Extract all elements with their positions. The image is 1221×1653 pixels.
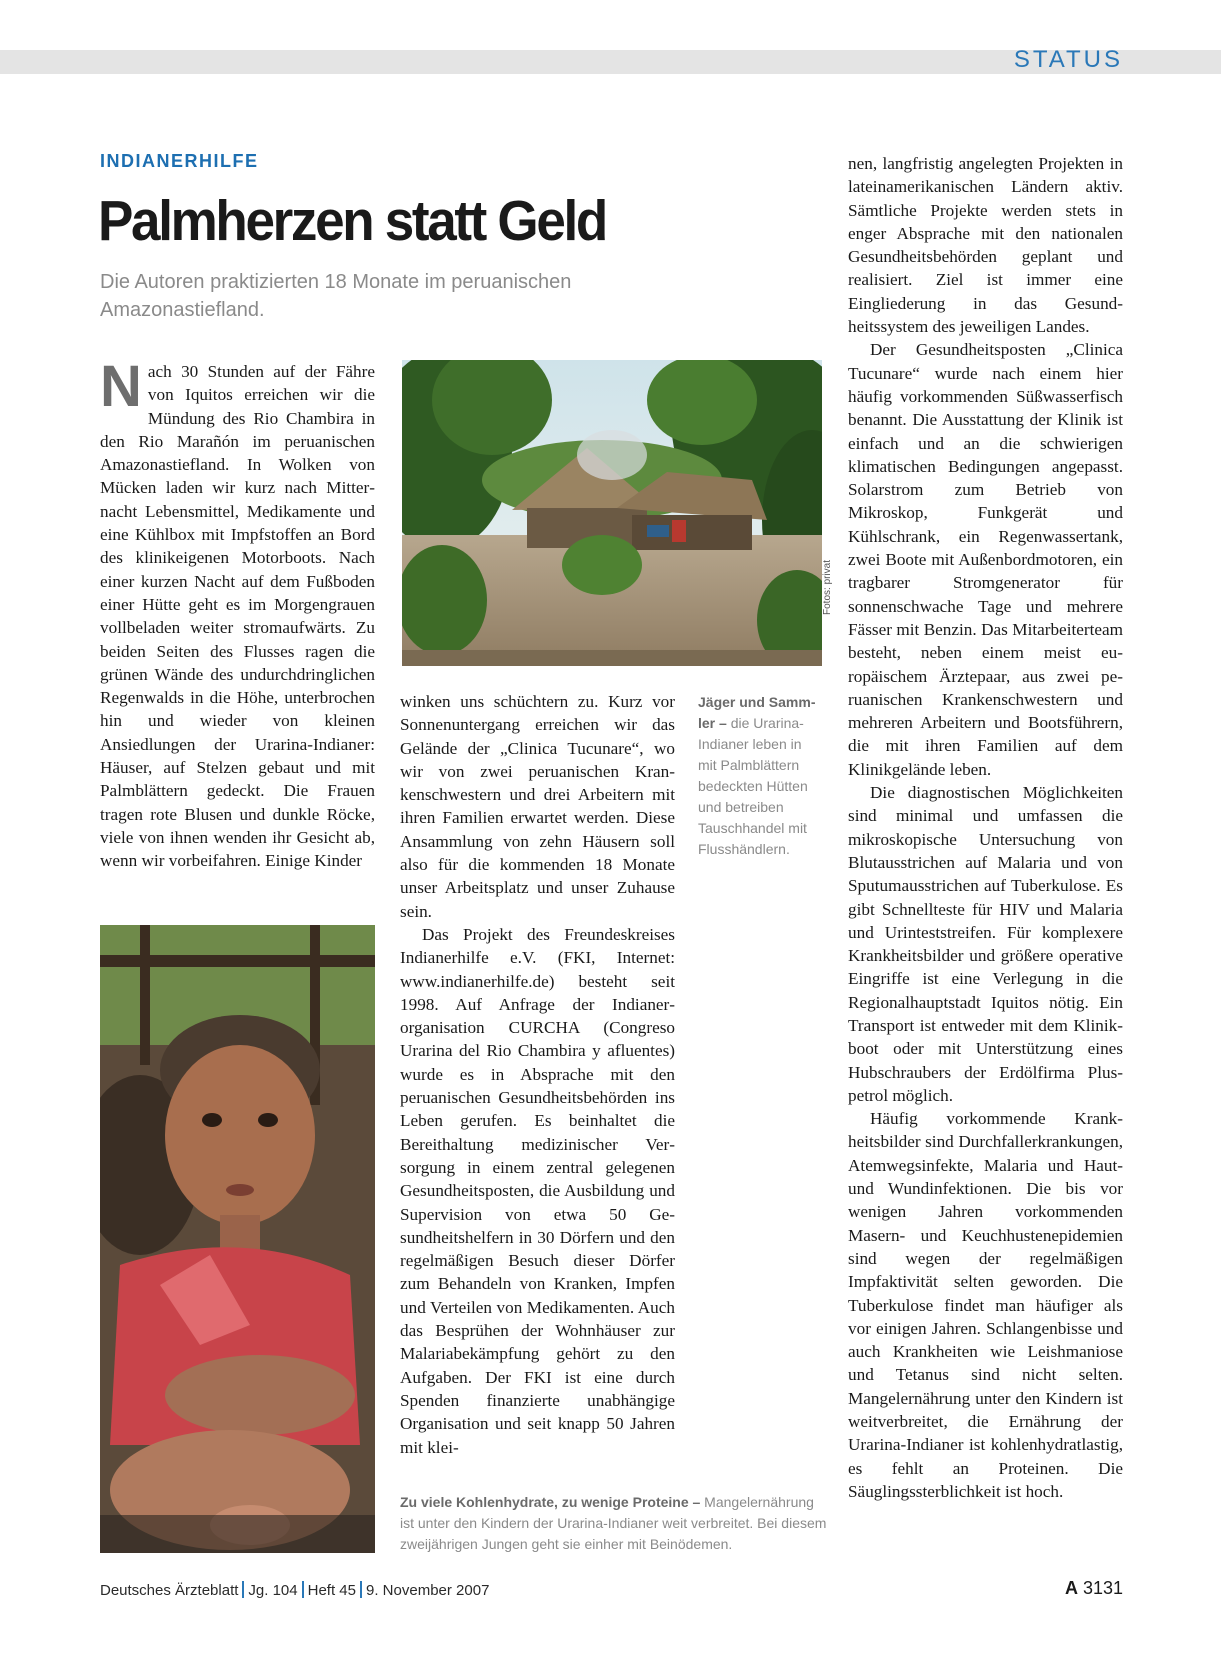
paragraph: Der Gesundheitsposten „Clinica Tucunare“ wurde nach einem hier häufig vorkommenden Süßwasserfisch benannt. Die Ausstattung der Klinik ist einfach und an die schwierigen klimatischen Bedingungen angepasst. Solarstrom zum Betrieb von Mikroskop, Funkgerät und Kühlschrank, ein Regenwassertank, zwei Boote mit Außenbordmotoren, ein tragbarer Stromgenerator für sonnenschwache Tage und mehrere Fässer mit Benzin. Das Mitarbeiterteam besteht, neben einem meist europäischem Ärztepaar, aus zwei peruanischen Krankenschwestern und mehreren Arbeitern und Bootsführern, die mit ihren Familien auf dem Klinikgelände leben. [848, 340, 1123, 779]
paragraph: nen, langfristig angelegten Projekten in lateinamerikanischen Ländern aktiv. Sämtliche Projekte werden stets in enger Absprache mit den nationalen Gesundheitsbehörden geplant und realisiert. Ziel ist immer eine Eingliederung in das Gesundheitssystem des jeweiligen Landes. [848, 154, 1123, 337]
text-column-2 [400, 690, 675, 1459]
child-portrait-image [100, 925, 375, 1553]
photo-credit: Fotos: privat [822, 559, 833, 615]
caption-lead: Jäger und Sammler – [698, 694, 816, 731]
paragraph: winken uns schüchtern zu. Kurz vor Sonnenuntergang erreichen wir das Gelände der „Clinica Tucunare“, wo wir von zwei peruanischen Krankenschwestern und drei Arbeitern mit ihren Familien erwartet werden. Diese Ansammlung von zehn Häusern soll also für die kommenden 18 Monate unser Arbeitsplatz und unser Zuhause sein. [400, 692, 675, 921]
paragraph-text: ach 30 Stunden auf der Fähre von Iquitos erreichen wir die Mündung des Rio Chambira in den Rio Marañón im peruanischen Amazonastiefland. In Wolken von Mücken laden wir kurz nach Mitternacht Lebensmittel, Medikamente und eine Kühlbox mit Impfstoffen an Bord des klinikeigenen Motorboots. Nach einer kurzen Nacht auf dem Fußboden einer Hütte geht es im Morgengrauen vollbeladen weiter stromaufwärts. Zu beiden Seiten des Flusses ragen die grünen Wände des undurchdringlichen Regenwalds in die Höhe, unterbrochen hin und wieder von kleinen Ansiedlungen der Urarina-Indianer: Häuser, auf Stelzen gebaut und mit Palmblättern gedeckt. Die Frauen tragen rote Blusen und dunkle Röcke, viele von ihnen wenden ihr Gesicht ab, wenn wir vorbeifahren. Einige Kinder [100, 362, 375, 871]
journal-name: Deutsches Ärzteblatt [100, 1582, 239, 1599]
section-label: STATUS [1013, 46, 1123, 73]
page-prefix: A [1064, 1578, 1078, 1598]
village-huts-image [402, 360, 822, 666]
page-number-value: 3131 [1082, 1578, 1123, 1598]
article-title: Palmherzen statt Geld [98, 189, 606, 253]
paragraph: Häufig vorkommende Krankheitsbilder sind Durchfallerkrankungen, Atemwegsinfekte, Malaria und Haut- und Wundinfektionen. Die bis vor wenigen Jahren vorkommenden Masern- und Keuchhustenepidemien sind wegen der regelmäßigen Impfaktivität selten geworden. Die Tuberkulose findet man häufiger als vor einigen Jahren. Schlangenbisse und auch Krankheiten wie Leishmaniose und Tetanus sind nicht selten. Mangelernährung unter den Kindern ist weitverbreitet, die Ernährung der Urarina-Indianer ist kohlenhydratlastig, es fehlt an Proteinen. Die Säuglingssterblichkeit ist hoch. [848, 1109, 1123, 1501]
page-number [1065, 1578, 1123, 1599]
text-column-3 [848, 152, 1123, 1503]
drop-cap: N [100, 354, 142, 419]
paragraph: Das Projekt des Freundeskreises Indianerhilfe e.V. (FKI, Internet: www.indianerhilfe.de) besteht seit 1998. Auf Anfrage der Indianerorganisation CURCHA (Congreso Urarina del Rio Chambira y afluentes) wurde es in Absprache mit den peruanischen Gesundheitsbehörden ins Leben gerufen. Es beinhaltet die Bereithaltung medizinischer Versorgung in einem zentral gelegenen Gesundheitsposten, die Ausbildung und Supervision von etwa 50 Gesundheitshelfern in 30 Dörfern und den regelmäßigen Besuch dieser Dörfer zum Behandeln von Kranken, Impfen und Verteilen von Medikamenten. Auch das Besprühen der Wohnhäuser zur Malariabekämpfung gehört zu den Aufgaben. Der FKI ist eine durch Spenden finanzierte unabhängige Organisation und seit knapp 50 Jahren mit klei- [400, 924, 675, 1457]
journal-volume: Jg. 104 [248, 1582, 298, 1599]
footer-separator [242, 1581, 244, 1598]
paragraph: Die diagnostischen Möglichkeiten sind minimal und umfassen die mikroskopische Untersuchung von Blutausstrichen auf Malaria und von Sputumausstrichen auf Tuberkulose. Es gibt Schnellteste für HIV und Malaria und Urinteststreifen. Für komplexere Krankheitsbilder und größere operative Eingriffe ist eine Verlegung in die Regionalhauptstadt Iquitos nötig. Ein Transport ist entweder mit dem Klinikboot oder mit Unterstützung eines Hubschraubers der Erdölfirma Pluspetrol möglich. [848, 783, 1123, 1105]
village-photo [402, 360, 822, 666]
child-photo-caption [400, 1492, 830, 1555]
journal-issue: Heft 45 [307, 1582, 356, 1599]
page-footer [100, 1581, 489, 1599]
caption-lead: Zu viele Kohlenhydrate, zu wenige Proteine – [400, 1494, 701, 1510]
village-photo-caption [698, 692, 823, 860]
footer-separator [360, 1581, 362, 1598]
article-kicker: INDIANERHILFE [100, 151, 259, 171]
caption-text: die Urarina-Indianer leben in mit Palmblättern bedeckten Hütten und betreiben Tauschhandel mit Flusshändlern. [698, 715, 808, 857]
footer-separator [302, 1581, 304, 1598]
child-photo [100, 925, 375, 1553]
text-column-1 [100, 354, 375, 873]
article-subtitle: Die Autoren praktizierten 18 Monate im peruanischen Amazonastiefland. [100, 271, 572, 321]
paragraph [100, 354, 375, 873]
issue-date: 9. November 2007 [366, 1582, 490, 1599]
caption-text: Mangelernährung ist unter den Kindern der Urarina-Indianer weit verbreitet. Bei diesem zweijährigen Jungen geht sie einher mit Beinödemen. [400, 1494, 827, 1552]
